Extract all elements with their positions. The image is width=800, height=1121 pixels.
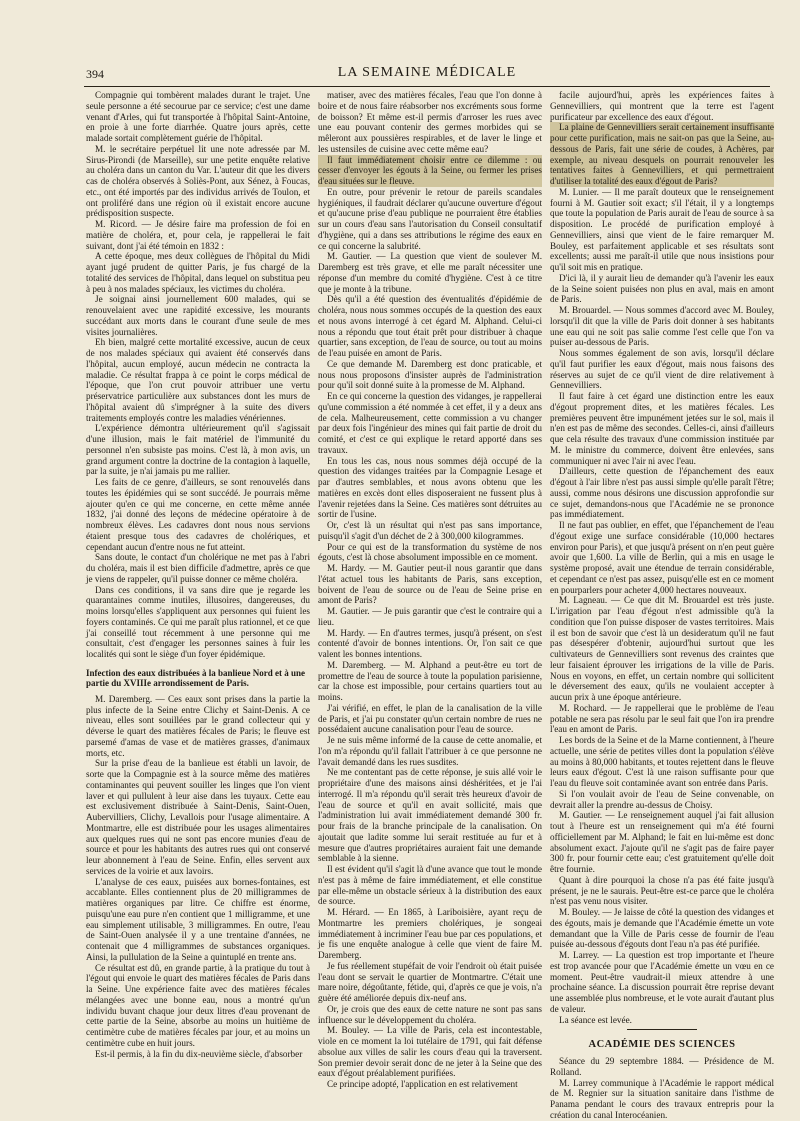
- paragraph: J'ai vérifié, en effet, le plan de la canalisation de la ville de Paris, et j'ai pu constater qu'un certain nombre de rues ne possédaient aucune canalisation pour l'eau de source.: [318, 702, 542, 735]
- paragraph: M. Gautier. — Le renseignement auquel j'ai fait allusion tout à l'heure est un renseignement qui m'a été fourni officiellement par M. Alphand; le fait en lui-même est donc absolument exact. J'ajoute qu'il ne s'agit pas de faire payer 300 fr. pour fournir cette eau; c'est gratuitement qu'elle doit être fournie.: [550, 810, 774, 874]
- paragraph: L'analyse de ces eaux, puisées aux bornes-fontaines, est accablante. Elles contiennent plus de 20 milligrammes de matières organiques par litre. Ce chiffre est énorme, puisqu'une eau pure n'en contient que 1 milligramme, et une eau simplement utilisable, 3 milligrammes. En outre, l'eau de Saint-Ouen analysée il y a une trentaine d'années, ne contenait que 4 milligrammes de substances organiques. Ainsi, la pullulation de la Seine a quintuplé en trente ans.: [86, 876, 310, 962]
- paragraph: D'ici là, il y aurait lieu de demander qu'à l'avenir les eaux de la Seine soient puisées non plus en aval, mais en amont de Paris.: [550, 272, 774, 305]
- paragraph: Pour ce qui est de la transformation du système de nos égouts, c'est là chose absolument impossible en ce moment.: [318, 541, 542, 563]
- page-number: 394: [86, 67, 104, 81]
- paragraph: Or, je crois que des eaux de cette nature ne sont pas sans influence sur le développement du choléra.: [318, 1003, 542, 1025]
- paragraph: M. Gautier. — Je puis garantir que c'est le contraire qui a lieu.: [318, 606, 542, 627]
- paragraph: M. Larrey communique à l'Académie le rapport médical de M. Regnier sur la situation sanitaire dans l'isthme de Panama pendant le cours des travaux entrepris pour la création du canal Interocéanien.: [550, 1077, 774, 1120]
- paragraph: Les bords de la Seine et de la Marne contiennent, à l'heure actuelle, une série de petites villes dont la population s'élève au moins à 80,000 habitants, et toutes rejettent dans le fleuve leurs eaux d'égout. C'est là une raison suffisante pour que l'eau du fleuve soit contaminée avant son entrée dans Paris.: [550, 735, 775, 788]
- paragraph: Il ne faut pas oublier, en effet, que l'épanchement de l'eau d'égout exige une surface considérable (10,000 hectares environ pour Paris), et que jusqu'à présent on n'en peut guère avoir que 1,600. La ville de Berlin, qui a mis en usage le système proposé, avait une étendue de terrain considérable, et cependant ce n'est pas assez, puisqu'elle est en ce moment en pourparlers pour acheter 4,000 hectares nouveaux.: [550, 520, 775, 595]
- paragraph: M. Lagneau. — Ce que dit M. Brouardel est très juste. L'irrigation par l'eau d'égout n'est admissible qu'à la condition que l'on puisse disposer de vastes territoires. Mais il est bon de savoir que c'est là un desideratum qu'il ne faut pas désespérer d'obtenir, aujourd'hui surtout que les cultivateurs de Gennevilliers sont revenus des craintes que leur faisaient éprouver les irrigations de la ville de Paris. Nous en voyons, en effet, un certain nombre qui sollicitent le déversement des eaux, qu'ils ne voulaient accepter à aucun prix à une époque antérieure.: [550, 595, 774, 702]
- paragraph: Eh bien, malgré cette mortalité excessive, aucun de ceux de nos malades spéciaux qui avaient été conservés dans l'hôpital, aucun employé, aucun médecin ne contracta la maladie. Ce résultat frappa à ce point le corps médical de l'époque, que l'on crut pouvoir attribuer une vertu préservatrice particulière aux substances dont les murs de l'hôpital avaient dû s'imprégner à la suite des divers traitements employés contre les maladies vénériennes.: [86, 337, 310, 423]
- paragraph: facile aujourd'hui, après les expériences faites à Gennevilliers, qui montrent que la terre est l'agent purificateur par excellence des eaux d'égout.: [550, 90, 774, 122]
- separator-rule: [627, 1029, 697, 1030]
- session-line: Séance du 29 septembre 1884. — Présidence de M. Rolland.: [550, 1056, 774, 1077]
- paragraph: M. Daremberg. — M. Alphand a peut-être eu tort de promettre de l'eau de source à toute la population parisienne, car la chose est impossible, pour certains quartiers tout au moins.: [318, 659, 542, 702]
- paragraph: Quant à dire pourquoi la chose n'a pas été faite jusqu'à présent, je ne le saurais. Peut-être est-ce parce que le choléra n'est pas venu nous visiter.: [550, 874, 774, 907]
- paragraph: Si l'on voulait avoir de l'eau de Seine convenable, on devrait aller la prendre au-dessus de Choisy.: [550, 788, 774, 810]
- paragraph: En ce qui concerne la question des vidanges, je rappellerai qu'une commission a été nommée à cet effet, il y a deux ans de cela. Malheureusement, cette commission a vu changer par deux fois l'ingénieur des mines qui fait partie de droit du comité, et c'est ce qui explique le retard apporté dans ses travaux.: [318, 391, 542, 455]
- paragraph: L'expérience démontra ultérieurement qu'il s'agissait d'une illusion, mais le fait matériel de l'immunité du personnel n'en subsiste pas moins. C'est là, à mon avis, un grand argument contre la doctrine de la contagion à laquelle, par la suite, je n'ai jamais pu me rallier.: [86, 423, 310, 477]
- paragraph: En tous les cas, nous nous sommes déjà occupé de la question des vidanges traitées par la Compagnie Lesage et par d'autres semblables, et nous avons obtenu que les matières en excès dont elles disposeraient ne fussent plus à l'avenir rejetées dans la Seine. Ces matières sont détruites au sortir de l'usine.: [318, 455, 542, 520]
- paragraph: M. Hardy. — M. Gautier peut-il nous garantir que dans l'état actuel tous les habitants de Paris, sans exception, boivent de l'eau de source ou de l'eau de Seine prise en amont de Paris?: [318, 563, 542, 606]
- paragraph: Je fus réellement stupéfait de voir l'endroit où était puisée l'eau dont se servait le quartier de Montmartre. C'était une mare noire, dégoûtante, fétide, qui, d'après ce que je vois, n'a guère été améliorée depuis dix-neuf ans.: [318, 960, 542, 1003]
- paragraph: M. Hérard. — En 1865, à Lariboisière, ayant reçu de Montmartre les premiers cholériques, je songeai immédiatement à incriminer l'eau bue par ces populations, et je fis une enquête analogue à celle que vient de faire M. Daremberg.: [318, 907, 542, 960]
- paragraph: Il faut faire à cet égard une distinction entre les eaux d'égout proprement dites, et les matières fécales. Les premières peuvent être impunément jetées sur le sol, mais il n'en est pas de même des secondes. Celles-ci, ainsi d'ailleurs que cela résulte des travaux d'une commission instituée par M. le ministre du commerce, doivent être enlevées, sans communiquer ni avec l'air ni avec l'eau.: [550, 391, 774, 466]
- paragraph: M. Lunier. — Il me paraît douteux que le renseignement fourni à M. Gautier soit exact; s'il l'était, il y a longtemps que toute la population de Paris aurait de l'eau de source à sa disposition. Le procédé de purification employé à Gennevilliers, ainsi que vient de le faire remarquer M. Bouley, est parfaitement applicable et ses résultats sont excellents; aussi me paraît-il utile que nous insistions pour qu'il soit mis en pratique.: [550, 186, 774, 272]
- paragraph: M. Brouardel. — Nous sommes d'accord avec M. Bouley, lorsqu'il dit que la ville de Paris doit donner à ses habitants une eau qui ne soit pas salie comme l'est celle que l'on va puiser au-dessous de Paris.: [550, 305, 774, 348]
- column-3: [550, 90, 775, 1120]
- paragraph: M. Ricord. — Je désire faire ma profession de foi en matière de choléra, et, pour cela, je rappellerai le fait suivant, dont j'ai été témoin en 1832 :: [86, 219, 310, 251]
- paragraph: M. Rochard. — Je rappellerai que le problème de l'eau potable ne sera pas résolu par le seul fait que l'on ira prendre l'eau en amont de Paris.: [550, 702, 774, 735]
- journal-title: LA SEMAINE MÉDICALE: [337, 65, 517, 80]
- paragraph: Est-il permis, à la fin du dix-neuvième siècle, d'absorber: [95, 1048, 303, 1059]
- paragraph: Ce principe adopté, l'application en est relativement: [327, 1079, 518, 1089]
- paragraph: M. Daremberg. — Ces eaux sont prises dans la partie la plus infecte de la Seine entre Clichy et Saint-Denis. A ce niveau, elles sont souillées par le grand collecteur qui y déverse le quart des matières fécales de Paris; le fleuve est parsemé d'amas de vase et de matières grasses, d'animaux morts, etc.: [86, 693, 310, 758]
- section-title: ACADÉMIE DES SCIENCES: [588, 1039, 736, 1051]
- paragraph: Dans ces conditions, il va sans dire que je regarde les quarantaines comme inutiles, illusoires, dangereuses, du moins lorsqu'elles s'appliquent aux personnes qui fuient les foyers contaminés. Ce qui me paraît plus rationnel, et ce que j'ai conseillé tout récemment à une personne qui me consultait, c'est d'engager les personnes saines à fuir les localités qui sont le siège d'un foyer épidémique.: [86, 584, 310, 659]
- paragraph: M. Bouley. — La ville de Paris, cela est incontestable, viole en ce moment la loi tutélaire de 1791, qui fait défense absolue aux villes de salir les cours d'eau qui la traversent. Son premier devoir serait donc de ne jeter à la Seine que des eaux d'égout préalablement purifiées.: [318, 1025, 542, 1079]
- section-heading: Infection des eaux distribuées à la banlieue Nord et à une partie du XVIIIe arrondissement de Paris.: [86, 667, 306, 688]
- paragraph: A cette époque, mes deux collègues de l'hôpital du Midi ayant jugé prudent de quitter Paris, je fus chargé de la totalité des services de l'hôpital, dans lequel on substitua peu à peu à nos malades spéciaux, les victimes du choléra.: [86, 251, 310, 294]
- page-header: [84, 64, 770, 87]
- paragraph: Ce que demande M. Daremberg est donc praticable, et nous nous proposons d'insister auprès de l'administration pour qu'il soit donné suite à la promesse de M. Alphand.: [318, 358, 542, 391]
- paragraph: M. Bouley. — Je laisse de côté la question des vidanges et des égouts, mais je demande que l'Académie émette un vote demandant que la Ville de Paris cesse de fournir de l'eau puisée au-dessous d'égouts dont l'eau n'a pas été purifiée.: [550, 907, 774, 950]
- paragraph: D'ailleurs, cette question de l'épanchement des eaux d'égout à l'air libre n'est pas aussi simple qu'elle paraît l'être; aussi, comme nous désirons une discussion approfondie sur ce sujet, demandons-nous que l'Académie ne se prononce pas immédiatement.: [550, 466, 774, 520]
- column-2: [318, 90, 542, 1089]
- paragraph: M. Hardy. — En d'autres termes, jusqu'à présent, on s'est contenté d'avoir de bonnes intentions. Or, l'on sait ce que valent les bonnes intentions.: [318, 627, 542, 659]
- highlighted-paragraph: Il faut immédiatement choisir entre ce dilemme : ou cesser d'envoyer les égouts à la Seine, ou fermer les prises d'eau situées sur le fleuve.: [318, 154, 542, 186]
- paragraph: Or, c'est là un résultat qui n'est pas sans importance, puisqu'il s'agit d'un déchet de 2 à 300,000 kilogrammes.: [318, 520, 542, 541]
- paragraph: Ne me contentant pas de cette réponse, je suis allé voir le propriétaire d'une des maisons ainsi déshéritées, et je l'ai interrogé. Il m'a répondu qu'il serait très heureux d'avoir de l'eau de source et qu'il en avait sollicité, mais que l'administration lui avait immédiatement demandé 300 fr. pour frais de la branche principale de la canalisation. On ajoutait que ladite somme lui serait restituée au fur et à mesure que d'autres propriétaires auraient fait une demande semblable à la sienne.: [318, 767, 542, 864]
- paragraph: M. Larrey. — La question est trop importante et l'heure est trop avancée pour que l'Académie émette un vœu en ce moment. Peut-être vaudrait-il mieux attendre à une prochaine séance. La discussion pourrait être reprise devant une assemblée plus nombreuse, et le vote aurait d'autant plus de valeur.: [550, 950, 774, 1014]
- highlighted-paragraph: La plaine de Gennevilliers serait certainement insuffisante pour cette purification, mais ne sait-on pas que la Seine, au-dessous de Paris, fait une série de coudes, à Achères, par exemple, au niveau desquels on pourrait renouveler les tentatives faites à Gennevilliers, et qui permettraient d'utiliser la totalité des eaux d'égout de Paris?: [550, 122, 774, 186]
- paragraph: M. Gautier. — La question que vient de soulever M. Daremberg est très grave, et elle me paraît nécessiter une réponse d'un membre du comité d'hygiène. C'est à ce titre que je monte à la tribune.: [318, 251, 542, 294]
- paragraph: Il est évident qu'il s'agit là d'une avance que tout le monde n'est pas à même de faire immédiatement, et elle constitue par elle-même un obstacle sérieux à la distribution des eaux de source.: [318, 864, 542, 907]
- paragraph: matiser, avec des matières fécales, l'eau que l'on donne à boire et de nous faire réabsorber nos excréments sous forme de boisson? Et même est-il permis d'arroser les rues avec une eau pouvant contenir des germes morbides qui se mêleront aux poussières respirables, et de laver le linge et les ustensiles de cuisine avec cette même eau?: [318, 90, 542, 154]
- paragraph: En outre, pour prévenir le retour de pareils scandales hygiéniques, il faudrait déclarer qu'aucune ouverture d'égout et qu'aucune prise d'eau publique ne pourraient être établies sur un cours d'eau sans l'autorisation du Conseil consultatif d'hygiène, qui a dans ses attributions le régime des eaux en ce qui concerne la salubrité.: [318, 186, 542, 251]
- paragraph: Dès qu'il a été question des éventualités d'épidémie de choléra, nous nous sommes occupés de la question des eaux et nous avons interrogé à cet égard M. Alphand. Celui-ci nous a répondu que tout était prêt pour distribuer à chaque quartier, sans exception, de l'eau de source, ou tout au moins de l'eau puisée en amont de Paris.: [318, 294, 542, 358]
- paragraph: Sans doute, le contact d'un cholérique ne met pas à l'abri du choléra, mais il est bien difficile d'admettre, après ce que je viens de rappeler, qu'il puisse donner ce même choléra.: [86, 552, 310, 584]
- paragraph: Sur la prise d'eau de la banlieue est établi un lavoir, de sorte que la Compagnie est à la source même des matières contaminantes qui peuvent souiller les linges que l'on vient laver et qui pullulent à leur aise dans les tuyaux. Cette eau est exclusivement distribuée à Saint-Denis, Saint-Ouen, Aubervilliers, Clichy, Levallois pour l'usage alimentaire. A Montmartre, elle est distribuée pour les usages alimentaires aux quelques rues qui ne sont pas encore munies d'eau de source et pour les habitants des autres rues qui ont conservé leur abonnement à l'eau de Seine. Enfin, elles servent aux services de la voirie et aux lavoirs.: [86, 758, 310, 876]
- paragraph: Compagnie qui tombèrent malades durant le trajet. Une seule personne a été secourue par ce service; c'est une dame venant d'Arles, qui fut transportée à l'hôpital Saint-Antoine, en proie à une forte diarrhée. Quatre jours après, cette malade sortait complètement guérie de l'hôpital.: [86, 90, 310, 143]
- paragraph: Ce résultat est dû, en grande partie, à la pratique du tout à l'égout qui envoie le quart des matières fécales de Paris dans la Seine. Une expérience faite avec des matières fécales mélangées avec une bonne eau, nous a montré qu'un individu buvant chaque jour deux litres d'eau provenant de cette partie de la Seine, absorbe au moins un huitième de centimètre cube de matières fécales par jour, et au moins un centimètre cube en huit jours.: [86, 962, 310, 1048]
- paragraph: La séance est levée.: [559, 1014, 632, 1025]
- paragraph: Je soignai ainsi journellement 600 malades, qui se renouvelaient avec une rapidité excessive, les mourants succédant aux morts dans le courant d'une seule de mes visites journalières.: [86, 294, 310, 337]
- paragraph: Je ne suis même informé de la cause de cette anomalie, et l'on m'a répondu qu'il fallait l'attribuer à ce que personne ne l'avait demandé dans les rues susdites.: [318, 735, 542, 767]
- paragraph: M. le secrétaire perpétuel lit une note adressée par M. Sirus-Pirondi (de Marseille), sur une petite enquête relative au choléra dans un canton du Var. L'auteur dit que les divers cas de choléra observés à Soliès-Pont, aux Sénez, à Foucas, etc., ont été importés par des individus arrivés de Toulon, et ont proliféré dans une région où il existait encore aucune prédisposition suspecte.: [86, 143, 310, 219]
- column-1: [86, 90, 310, 1060]
- paragraph: Les faits de ce genre, d'ailleurs, se sont renouvelés dans toutes les épidémies qui se sont succédé. Je pourrais même ajouter qu'en ce qui me concerne, en cette même année 1832, j'ai donné des leçons de médecine opératoire à de nombreux élèves. Les cadavres dont nous nous servions étaient presque tous des cadavres de cholériques, et cependant aucun d'entre nous ne fut atteint.: [86, 477, 310, 552]
- paragraph: Nous sommes également de son avis, lorsqu'il déclare qu'il faut purifier les eaux d'égout, mais nous faisons des réserves au sujet de ce qu'il vient de dire relativement à Gennevilliers.: [550, 348, 774, 391]
